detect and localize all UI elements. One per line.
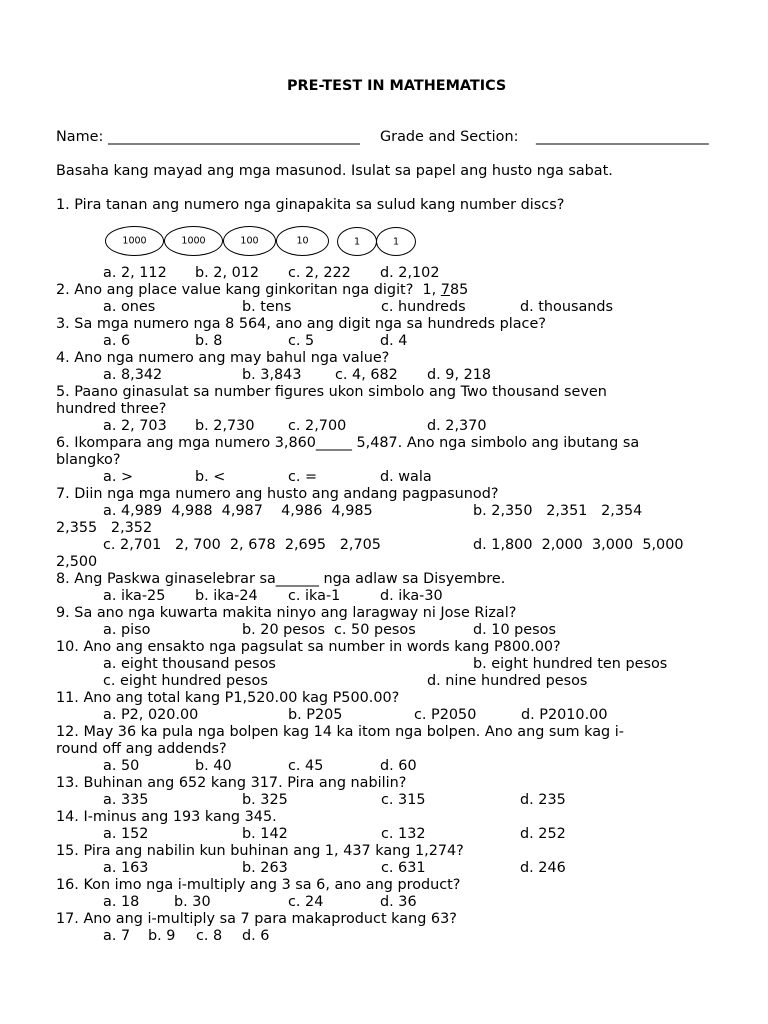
question-5: 5. Paano ginasulat sa number figures ukon simbolo ang Two thousand seven (56, 384, 607, 400)
choice-b: b. 9 (148, 928, 176, 944)
choice-c: c. 2,701 2, 700 2, 678 2,695 2,705 (103, 537, 381, 553)
choice-c: c. 132 (381, 826, 426, 842)
choice-d: d. thousands (520, 299, 614, 315)
choice-d: d. 2,370 (427, 418, 487, 434)
name-field[interactable]: ___________________________________ (108, 129, 360, 145)
choice-a: a. 2, 112 (103, 265, 167, 281)
choice-b: b. < (195, 469, 226, 485)
choice-a: a. 8,342 (103, 367, 163, 383)
grade-section-field[interactable]: ________________________ (536, 129, 709, 145)
choice-d: d. 6 (242, 928, 270, 944)
choice-a: a. 335 (103, 792, 149, 808)
choice-a: a. 7 (103, 928, 131, 944)
question-11: 11. Ano ang total kang P1,520.00 kag P500.00? (56, 690, 400, 706)
question-3: 3. Sa mga numero nga 8 564, ano ang digit nga sa hundreds place? (56, 316, 546, 332)
choice-c: c. 631 (381, 860, 426, 876)
choice-d-continued: 2,500 (56, 554, 98, 570)
number-disc: 1 (337, 227, 377, 256)
choice-b: b. 8 (195, 333, 223, 349)
choice-a: a. 18 (103, 894, 140, 910)
question-2 (56, 282, 468, 299)
choice-b: b. ika-24 (195, 588, 258, 604)
question-12: 12. May 36 ka pula nga bolpen kag 14 ka itom nga bolpen. Ano ang sum kag i- (56, 724, 624, 740)
number-disc: 1 (376, 227, 416, 256)
question-12-continued: round off ang addends? (56, 741, 227, 757)
grade-section-label: Grade and Section: (380, 129, 519, 145)
choice-a: a. eight thousand pesos (103, 656, 276, 672)
question-6-continued: blangko? (56, 452, 121, 468)
choice-d: d. nine hundred pesos (427, 673, 588, 689)
choice-b: b. 325 (242, 792, 288, 808)
underlined-digit: 7 (440, 282, 450, 298)
choice-b: b. 2,350 2,351 2,354 (473, 503, 643, 519)
choice-b: b. 30 (174, 894, 211, 910)
choice-a: a. 2, 703 (103, 418, 167, 434)
choice-c: c. 5 (288, 333, 315, 349)
choice-b: b. 20 pesos (242, 622, 325, 638)
choice-d: d. ika-30 (380, 588, 443, 604)
choice-a: a. P2, 020.00 (103, 707, 199, 723)
choice-b: b. 263 (242, 860, 288, 876)
number-disc: 10 (276, 226, 329, 256)
choice-c: c. P2050 (414, 707, 477, 723)
question-5-continued: hundred three? (56, 401, 167, 417)
choice-c: c. 315 (381, 792, 426, 808)
question-13: 13. Buhinan ang 652 kang 317. Pira ang nabilin? (56, 775, 407, 791)
choice-c: c. 2, 222 (288, 265, 351, 281)
choice-a: a. piso (103, 622, 151, 638)
choice-b: b. tens (242, 299, 292, 315)
question-2-text: 2. Ano ang place value kang ginkoritan nga digit? 1, (56, 282, 441, 298)
question-14: 14. I-minus ang 193 kang 345. (56, 809, 277, 825)
choice-d: d. 60 (380, 758, 417, 774)
choice-a: a. 6 (103, 333, 131, 349)
page-title: PRE-TEST IN MATHEMATICS (287, 78, 507, 94)
choice-c: c. = (288, 469, 318, 485)
name-label: Name: (56, 129, 104, 145)
choice-c: c. 24 (288, 894, 324, 910)
choice-a: a. ika-25 (103, 588, 166, 604)
choice-c: c. 2,700 (288, 418, 347, 434)
choice-b: b. 142 (242, 826, 288, 842)
choice-b: b. P205 (288, 707, 343, 723)
choice-c: c. eight hundred pesos (103, 673, 268, 689)
choice-d: d. 252 (520, 826, 566, 842)
choice-c: c. 50 pesos (334, 622, 416, 638)
choice-c: c. hundreds (381, 299, 466, 315)
choice-b: b. eight hundred ten pesos (473, 656, 668, 672)
number-disc: 100 (223, 226, 276, 256)
question-10: 10. Ano ang ensakto nga pagsulat sa number in words kang P800.00? (56, 639, 561, 655)
choice-b: b. 2, 012 (195, 265, 260, 281)
choice-c: c. ika-1 (288, 588, 341, 604)
instructions: Basaha kang mayad ang mga masunod. Isulat sa papel ang husto nga sabat. (56, 163, 613, 179)
choice-d: d. 36 (380, 894, 417, 910)
choice-a: a. 4,989 4,988 4,987 4,986 4,985 (103, 503, 373, 519)
question-17: 17. Ano ang i-multiply sa 7 para makaproduct kang 63? (56, 911, 457, 927)
choice-a: a. ones (103, 299, 156, 315)
number-disc: 1000 (164, 226, 223, 256)
choice-d: d. 235 (520, 792, 566, 808)
question-8: 8. Ang Paskwa ginaselebrar sa______ nga adlaw sa Disyembre. (56, 571, 506, 587)
choice-d: d. 2,102 (380, 265, 440, 281)
choice-d: d. 10 pesos (473, 622, 556, 638)
choice-c: c. 4, 682 (335, 367, 398, 383)
question-2-tail: 85 (449, 282, 469, 298)
choice-b: b. 2,730 (195, 418, 255, 434)
choice-b: b. 3,843 (242, 367, 302, 383)
number-disc: 1000 (105, 226, 164, 256)
question-1: 1. Pira tanan ang numero nga ginapakita sa sulud kang number discs? (56, 197, 565, 213)
choice-d: d. 1,800 2,000 3,000 5,000 (473, 537, 684, 553)
choice-a: a. 163 (103, 860, 149, 876)
question-15: 15. Pira ang nabilin kun buhinan ang 1, 437 kang 1,274? (56, 843, 464, 859)
choice-a: a. 50 (103, 758, 140, 774)
choice-d: d. P2010.00 (521, 707, 608, 723)
question-6: 6. Ikompara ang mga numero 3,860_____ 5,487. Ano nga simbolo ang ibutang sa (56, 435, 640, 451)
choice-d: d. 246 (520, 860, 566, 876)
choice-d: d. 9, 218 (427, 367, 492, 383)
choice-a: a. 152 (103, 826, 149, 842)
choice-b-continued: 2,355 2,352 (56, 520, 153, 536)
question-16: 16. Kon imo nga i-multiply ang 3 sa 6, ano ang product? (56, 877, 461, 893)
choice-b: b. 40 (195, 758, 232, 774)
choice-a: a. > (103, 469, 134, 485)
choice-c: c. 8 (196, 928, 223, 944)
choice-d: d. 4 (380, 333, 408, 349)
question-9: 9. Sa ano nga kuwarta makita ninyo ang laragway ni Jose Rizal? (56, 605, 517, 621)
choice-d: d. wala (380, 469, 432, 485)
question-7: 7. Diin nga mga numero ang husto ang andang pagpasunod? (56, 486, 499, 502)
question-4: 4. Ano nga numero ang may bahul nga value? (56, 350, 390, 366)
choice-c: c. 45 (288, 758, 324, 774)
